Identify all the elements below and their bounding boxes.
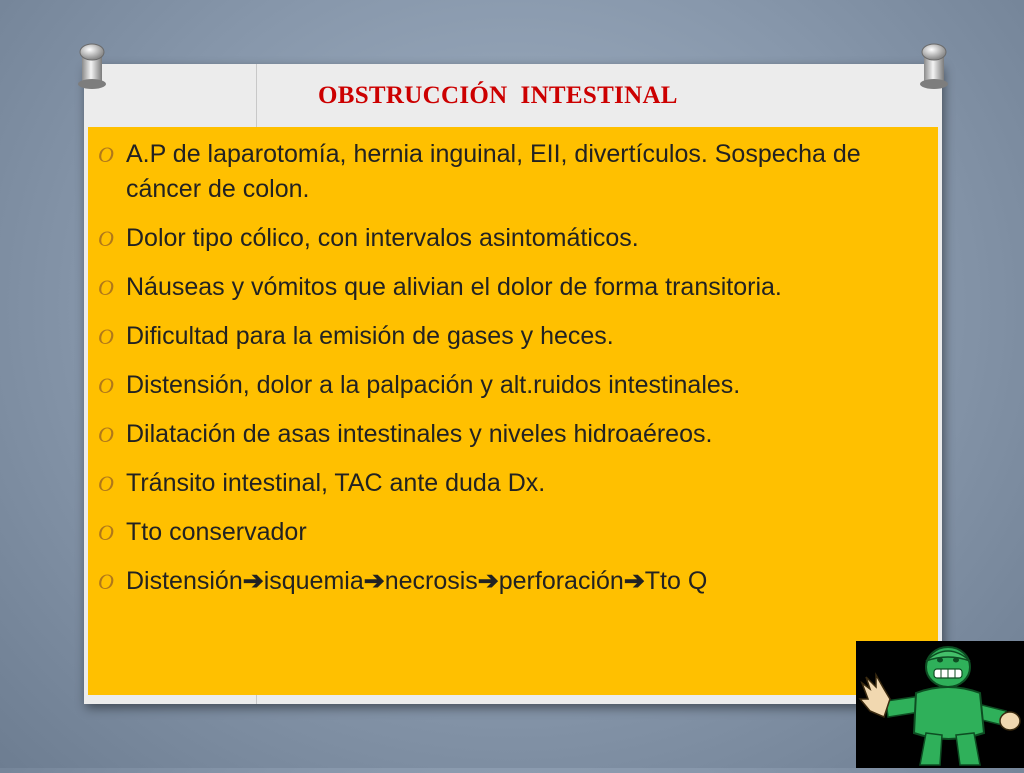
right-arrow-icon: ➔ — [623, 567, 645, 595]
bullet-text: Tto conservador — [126, 518, 307, 546]
progression-step: necrosis — [384, 567, 478, 595]
bullet-text: Dificultad para la emisión de gases y heces. — [126, 322, 614, 350]
bullet-marker-icon: O — [98, 422, 114, 447]
bullet-text: Distensión, dolor a la palpación y alt.ruidos intestinales. — [126, 371, 741, 399]
bullet-marker-icon: O — [98, 373, 114, 398]
bullet-item — [88, 221, 938, 256]
right-arrow-icon: ➔ — [242, 567, 264, 595]
bullet-text: A.P de laparotomía, hernia inguinal, EII, divertículos. Sospecha de cáncer de colon. — [126, 140, 861, 203]
bullet-marker-icon: O — [98, 520, 114, 545]
pushpin-icon — [72, 42, 112, 92]
bullet-marker-icon: O — [98, 275, 114, 300]
content-box — [88, 127, 938, 695]
progression-step: Distensión — [126, 567, 243, 595]
pushpin-icon — [914, 42, 954, 92]
bullet-text: Dolor tipo cólico, con intervalos asintomáticos. — [126, 224, 639, 252]
bullet-marker-icon: O — [98, 324, 114, 349]
bullet-item — [88, 466, 938, 501]
progression-item — [88, 564, 938, 599]
bullet-item — [88, 270, 938, 305]
progression-step: Tto Q — [644, 567, 708, 595]
progression-step: perforación — [498, 567, 624, 595]
bullet-item — [88, 368, 938, 403]
bullet-text: Dilatación de asas intestinales y niveles hidroaéreos. — [126, 420, 713, 448]
bullet-item — [88, 137, 938, 207]
bullet-marker-icon: O — [98, 569, 114, 594]
bullet-list — [88, 127, 938, 599]
progression-step: isquemia — [263, 567, 364, 595]
bullet-item — [88, 319, 938, 354]
bullet-marker-icon: O — [98, 142, 114, 167]
bullet-text: Tránsito intestinal, TAC ante duda Dx. — [126, 469, 546, 497]
slide-title: OBSTRUCCIÓN INTESTINAL — [318, 82, 678, 109]
bullet-item — [88, 417, 938, 452]
right-arrow-icon: ➔ — [363, 567, 385, 595]
surgeon-character-icon — [856, 641, 1024, 768]
bullet-marker-icon: O — [98, 471, 114, 496]
right-arrow-icon: ➔ — [477, 567, 499, 595]
bullet-marker-icon: O — [98, 226, 114, 251]
bullet-text: Náuseas y vómitos que alivian el dolor de forma transitoria. — [126, 273, 782, 301]
bullet-item — [88, 515, 938, 550]
